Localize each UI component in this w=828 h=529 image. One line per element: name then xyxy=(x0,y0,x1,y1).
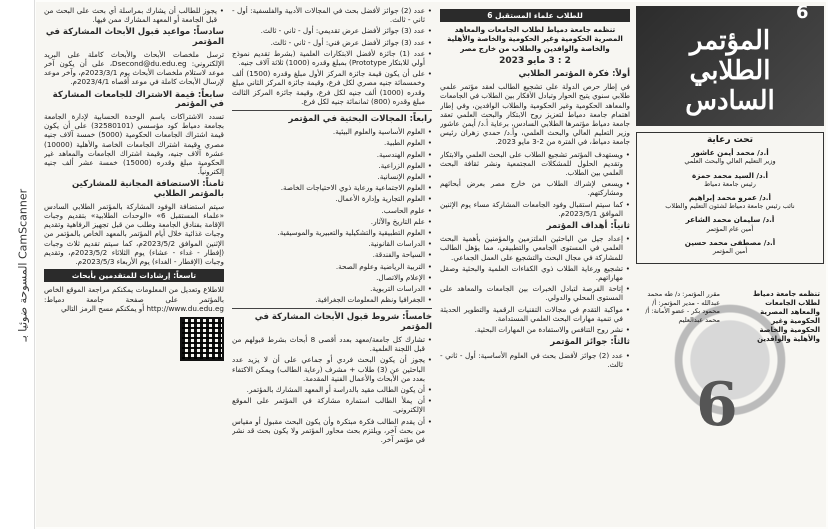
hosting-text: سيتم استضافة الوفود المشاركة بالمؤتمر الطلابي السادس «علماء المستقبل 6» «الوحدات الطلابية» بتقديم وجبات الإقامة بفنادق الجامعة وطلب من قبل تجهيز الرفاهية وتقديم وجبات غذائية خلال أيام المؤتمر بالمعهد الخاص بالمؤتمر من الإثنين الموافق 2023/5/2م، كما سيتم تقديم ثلاث وجبات (إفطار - غداء - عشاء) يوم الثلاثاء 2023/5/2م، وتقديم وجبات (الإفطار - الغداء) يوم الأربعاء 2023/5/3م. xyxy=(44,201,224,267)
conference-banner: للطلاب علماء المستقبل 6 xyxy=(440,9,630,22)
field-item: • علوم الحاسب. xyxy=(232,206,432,215)
column-1 xyxy=(44,6,224,524)
patron-name: أ.د/ محمد أيمن عاشور xyxy=(691,148,769,158)
prize-item: • عدد (2) جوائز لأفضل بحث في العلوم الأساسية: أول - ثاني - ثالث. xyxy=(440,351,630,369)
field-item: • العلوم الاجتماعية ورعاية ذوي الاحتياجات الخاصة. xyxy=(232,183,432,192)
edition-number-large: 6 xyxy=(696,370,738,441)
patron-entry xyxy=(640,171,820,189)
patron-name: أ.د/ السيد محمد حمزة xyxy=(692,170,768,180)
heading-fields: رابعاً: المجالات البحثية في المؤتمر xyxy=(288,114,432,125)
patron-role: أمين المؤتمر xyxy=(712,247,748,256)
prize-item: • عدد (3) جوائز لأفضل عرض تقديمي: أول - ثاني - ثالث. xyxy=(232,26,432,35)
patron-role: نائب رئيس جامعة دمياط لشئون التعليم والطلاب xyxy=(665,202,795,211)
qr-code-icon xyxy=(180,317,224,361)
heading-idea: أولاً: فكرة المؤتمر الطلابي xyxy=(518,69,630,80)
idea-text: في إطار حرص الدولة على تشجيع الطالب لعقد مؤتمر علمي طلابي سنوي يتيح الحوار وتبادل الأفكار بين الطلاب في الجامعات والمعاهد الحكومية وغير الحكومية والطلاب الوافدين، وفي إطار اهتمام جامعة دمياط لتعزيز روح الابتكار والبحث العلمي تعقد جامعة دمياط مؤتمرها الطلابي السادس، برعاية أ.د/ أيمن عاشور وزير التعليم العالي والبحث العلمي، وأ.د/ حمدي زهران رئيس جامعة دمياط، في الفترة من 2-3 مايو 2023. xyxy=(440,82,630,147)
field-item: • الدراسات التربوية. xyxy=(232,284,432,293)
term-item: • يجوز أن يكون البحث فردي أو جماعي على أن لا يزيد عدد الباحثين عن (3) طلاب + مشرف (رعاية الطالب) ويمكن الاكتفاء بعدد من الأبحاث والأعمال الفنية المقدمة. xyxy=(232,355,432,383)
edition-number: 6 xyxy=(796,6,809,23)
field-item: • العلوم الطبية. xyxy=(232,138,432,147)
term-item: • أن يكون الطالب مقيد بالدراسة أو المعهد المشارك بالمؤتمر. xyxy=(232,385,432,394)
prize-item: • عدد (3) جوائز لأفضل عرض فني: أول - ثاني - ثالث. xyxy=(232,38,432,47)
organizer-note: تنظمه جامعة دمياط لطلاب الجامعات والمعاهد المصرية الحكومية وغير الحكومية والخاصة والأهلية والوافدين xyxy=(752,290,820,344)
idea-bullet: • كما سيتم استقبال وفود الجامعات المشاركة مساء يوم الإثنين الموافق 2023/5/1م. xyxy=(440,200,630,218)
field-item: • العلوم التطبيقية والتشكيلية والتعبيرية والموسيقية. xyxy=(232,228,432,237)
field-item: • العلوم التجارية وإدارة الأعمال. xyxy=(232,194,432,203)
conference-date: 2 : 3 مايو 2023 xyxy=(499,55,571,66)
goal-item: • مواكبة التقدم في مجالات التقنيات الرقمية والتطوير الحديثة في تنمية مهارات البحث العلمي المستدامة. xyxy=(440,305,630,323)
patron-entry xyxy=(640,215,820,233)
idea-bullet: • ويسعى لإشراك الطلاب من خارج مصر بعرض أبحاثهم ومشاركتهم. xyxy=(440,179,630,197)
heading-terms: خامساً: شروط قبول الأبحاث المشاركة في المؤتمر xyxy=(254,312,432,332)
patron-role: رئيس جامعة دمياط xyxy=(704,179,756,188)
idea-bullet: • ويستهدف المؤتمر تشجيع الطلاب على البحث العلمي والابتكار وتقديم الحلول للمشكلات المجتمعية ونشر ثقافة البحث العلمي بين الطلاب. xyxy=(440,150,630,178)
decorative-swirl-graphic xyxy=(636,270,824,441)
prize-item: • عدد (1) جائزة لأفضل الابتكارات العلمية (بشرط تقديم نموذج أولي للابتكار Prototype) بمبلغ وقدره (1000) ثلاثة آلاف جنيه. xyxy=(232,49,432,67)
goal-item: • إعداد جيل من الباحثين الملتزمين والمؤمنين بأهمية البحث العلمي في المستوى الجامعي والتطبيقي، مما يؤهل الطالب للمشاركة في مجال البحث والتشجيع على العمل الجماعي. xyxy=(440,234,630,262)
goal-item: • تشجيع ورعاية الطلاب ذوي الكفاءات العلمية والبحثية وصقل مهاراتهم. xyxy=(440,264,630,282)
patrons-box xyxy=(636,132,824,264)
committee-note: مقرر المؤتمر: د/ طه محمد عبدالله - مدير المؤتمر: أ/ محمود بكر - عضو الأمانة: أ/ محمد عبدالعليم xyxy=(645,290,720,324)
field-item: • علم التاريخ والآثار. xyxy=(232,217,432,226)
term-item: • تشارك كل جامعة/معهد بعدد أقصى 8 أبحاث بشرط قبولهم من قبل اللجنة العلمية. xyxy=(232,335,432,353)
conference-title: المؤتمر الطلابي السادس xyxy=(685,26,775,116)
newspaper-page xyxy=(36,2,826,527)
prize-item: • عدد (2) جوائز لأفضل بحث في المجالات الأدبية والفلسفية: أول - ثاني - ثالث. xyxy=(232,6,432,24)
camscanner-watermark: المسوحة ضوئيا بـ CamScanner xyxy=(16,188,30,342)
column-2 xyxy=(232,6,432,524)
term-item: • أن يملأ الطالب استمارة مشاركة في المؤتمر على الموقع الإلكتروني. xyxy=(232,396,432,414)
patrons-heading: تحت رعاية xyxy=(706,135,754,145)
field-item: • العلوم الإنسانية. xyxy=(232,172,432,181)
term-item: • أن يقدم الطالب فكرة مبتكرة وأن يكون البحث مقبول أو مقياس من بحث آخر، ويلتزم بحث محاور المؤتمر ولا يكون بحث قد نشر في مؤتمر آخر. xyxy=(232,417,432,445)
prize-item: • على أن يكون قيمة جائزة المركز الأول مبلغ وقدره (1500) ألف وخمسمائة جنيه مصري لكل فرع، وقيمة جائزة المركز الثاني مبلغ وقدره (1000) ألف جنيه لكل فرع، وقيمة جائزة المركز الثالث مبلغ وقدره (800) ثمانمائة جنيه لكل فرع. xyxy=(232,69,432,106)
banner-subtitle: تنظمه جامعة دمياط لطلاب الجامعات والمعاهد المصرية الحكومية وغير الحكومية والخاصة والأهلية والخاصة والوافدين والطلاب من خارج مصر xyxy=(447,25,623,53)
field-item: • العلوم الزراعية. xyxy=(232,161,432,170)
field-item: • الدراسات القانونية. xyxy=(232,239,432,248)
field-item: • الجغرافيا ونظم المعلومات الجغرافية. xyxy=(232,295,432,304)
divider xyxy=(232,308,432,309)
divider xyxy=(232,110,432,111)
heading-hosting: ثامناً: الاستضافة المجانية للمشاركين بالمؤتمر الطلابي xyxy=(71,179,224,199)
field-item: • الإعلام والاتصال. xyxy=(232,273,432,282)
intro-bullet: • يجوز للطالب أن يشارك بمراسلة أي بحث على البحث من قبل الجامعة أو المعهد المشارك ممن فيها. xyxy=(44,6,224,24)
patron-role: أمين عام المؤتمر xyxy=(706,224,754,233)
field-item: • السياحة والفندقة. xyxy=(232,250,432,259)
field-item: • التربية الرياضية وعلوم الصحة. xyxy=(232,262,432,271)
heading-fees: سابعاً: قيمة الاشتراك للجامعات المشاركة في المؤتمر xyxy=(52,89,224,109)
column-3 xyxy=(440,6,630,524)
patron-role: وزير التعليم العالي والبحث العلمي xyxy=(684,157,776,166)
goal-item: • إتاحة الفرصة لتبادل الخبرات بين الجامعات والمعاهد على المستوى المحلي والدولي. xyxy=(440,284,630,302)
goal-item: • نشر روح التنافس والاستفادة من المهارات البحثية. xyxy=(440,325,630,334)
heading-goals: ثانياً: أهداف المؤتمر xyxy=(546,221,630,232)
patron-name: أ.د/ عمرو محمد إبراهيم xyxy=(689,193,771,203)
heading-guidelines: تاسعاً: إرشادات للمتقدمين بأبحاث xyxy=(44,269,224,282)
fees-text: تسدد الاشتراكات باسم الوحدة الحسابية لإدارة الجامعة بجامعة دمياط كود مؤسسي (32580101) على أن يكون قيمة اشتراك الجامعات الحكومية (5000) خمسة آلاف جنيه مصري وقيمة اشتراك الجامعات الخاصة والأهلية (10000) عشرة آلاف جنيه، وقيمة اشتراك الجامعات والمعاهد غير الحكومية مبلغ وقدره (15000) خمسة عشر ألف جنيه إلكترونياً. xyxy=(44,112,224,177)
patron-entry xyxy=(640,193,820,211)
heading-prizes: ثالثاً: جوائز المؤتمر xyxy=(550,337,630,348)
field-item: • العلوم الهندسية. xyxy=(232,150,432,159)
patron-name: أ.د/ سليمان محمد الشاعر xyxy=(685,215,775,225)
dates-text: ترسل ملخصات الأبحاث والأبحاث كاملة على البريد الإلكتروني: Dsecond@du.edu.eg، على أن يكون آخر موعد لاستلام ملخصات الأبحاث يوم 2023/3/1م، وآخر موعد لإرسال الأبحاث كاملة في موعد أقصاه 2023/4/1م. xyxy=(44,49,224,87)
heading-dates: سادساً: مواعيد قبول الأبحاث المشاركة في المؤتمر xyxy=(45,27,224,47)
patron-entry xyxy=(640,238,820,256)
patron-entry xyxy=(640,148,820,166)
column-4 xyxy=(636,6,824,524)
patron-name: أ.د/ مصطفى محمد حسين xyxy=(684,237,776,247)
guidelines-text: للاطلاع وتعديل من المعلومات يمكنكم مراجعة الموقع الخاص بالمؤتمر على صفحة جامعة دمياط: http://www.du.edu.eg أو يمكنكم مسح الرمز التالي xyxy=(44,285,224,313)
conference-title-block xyxy=(636,6,824,126)
field-item: • العلوم الأساسية والعلوم البيئية. xyxy=(232,127,432,136)
